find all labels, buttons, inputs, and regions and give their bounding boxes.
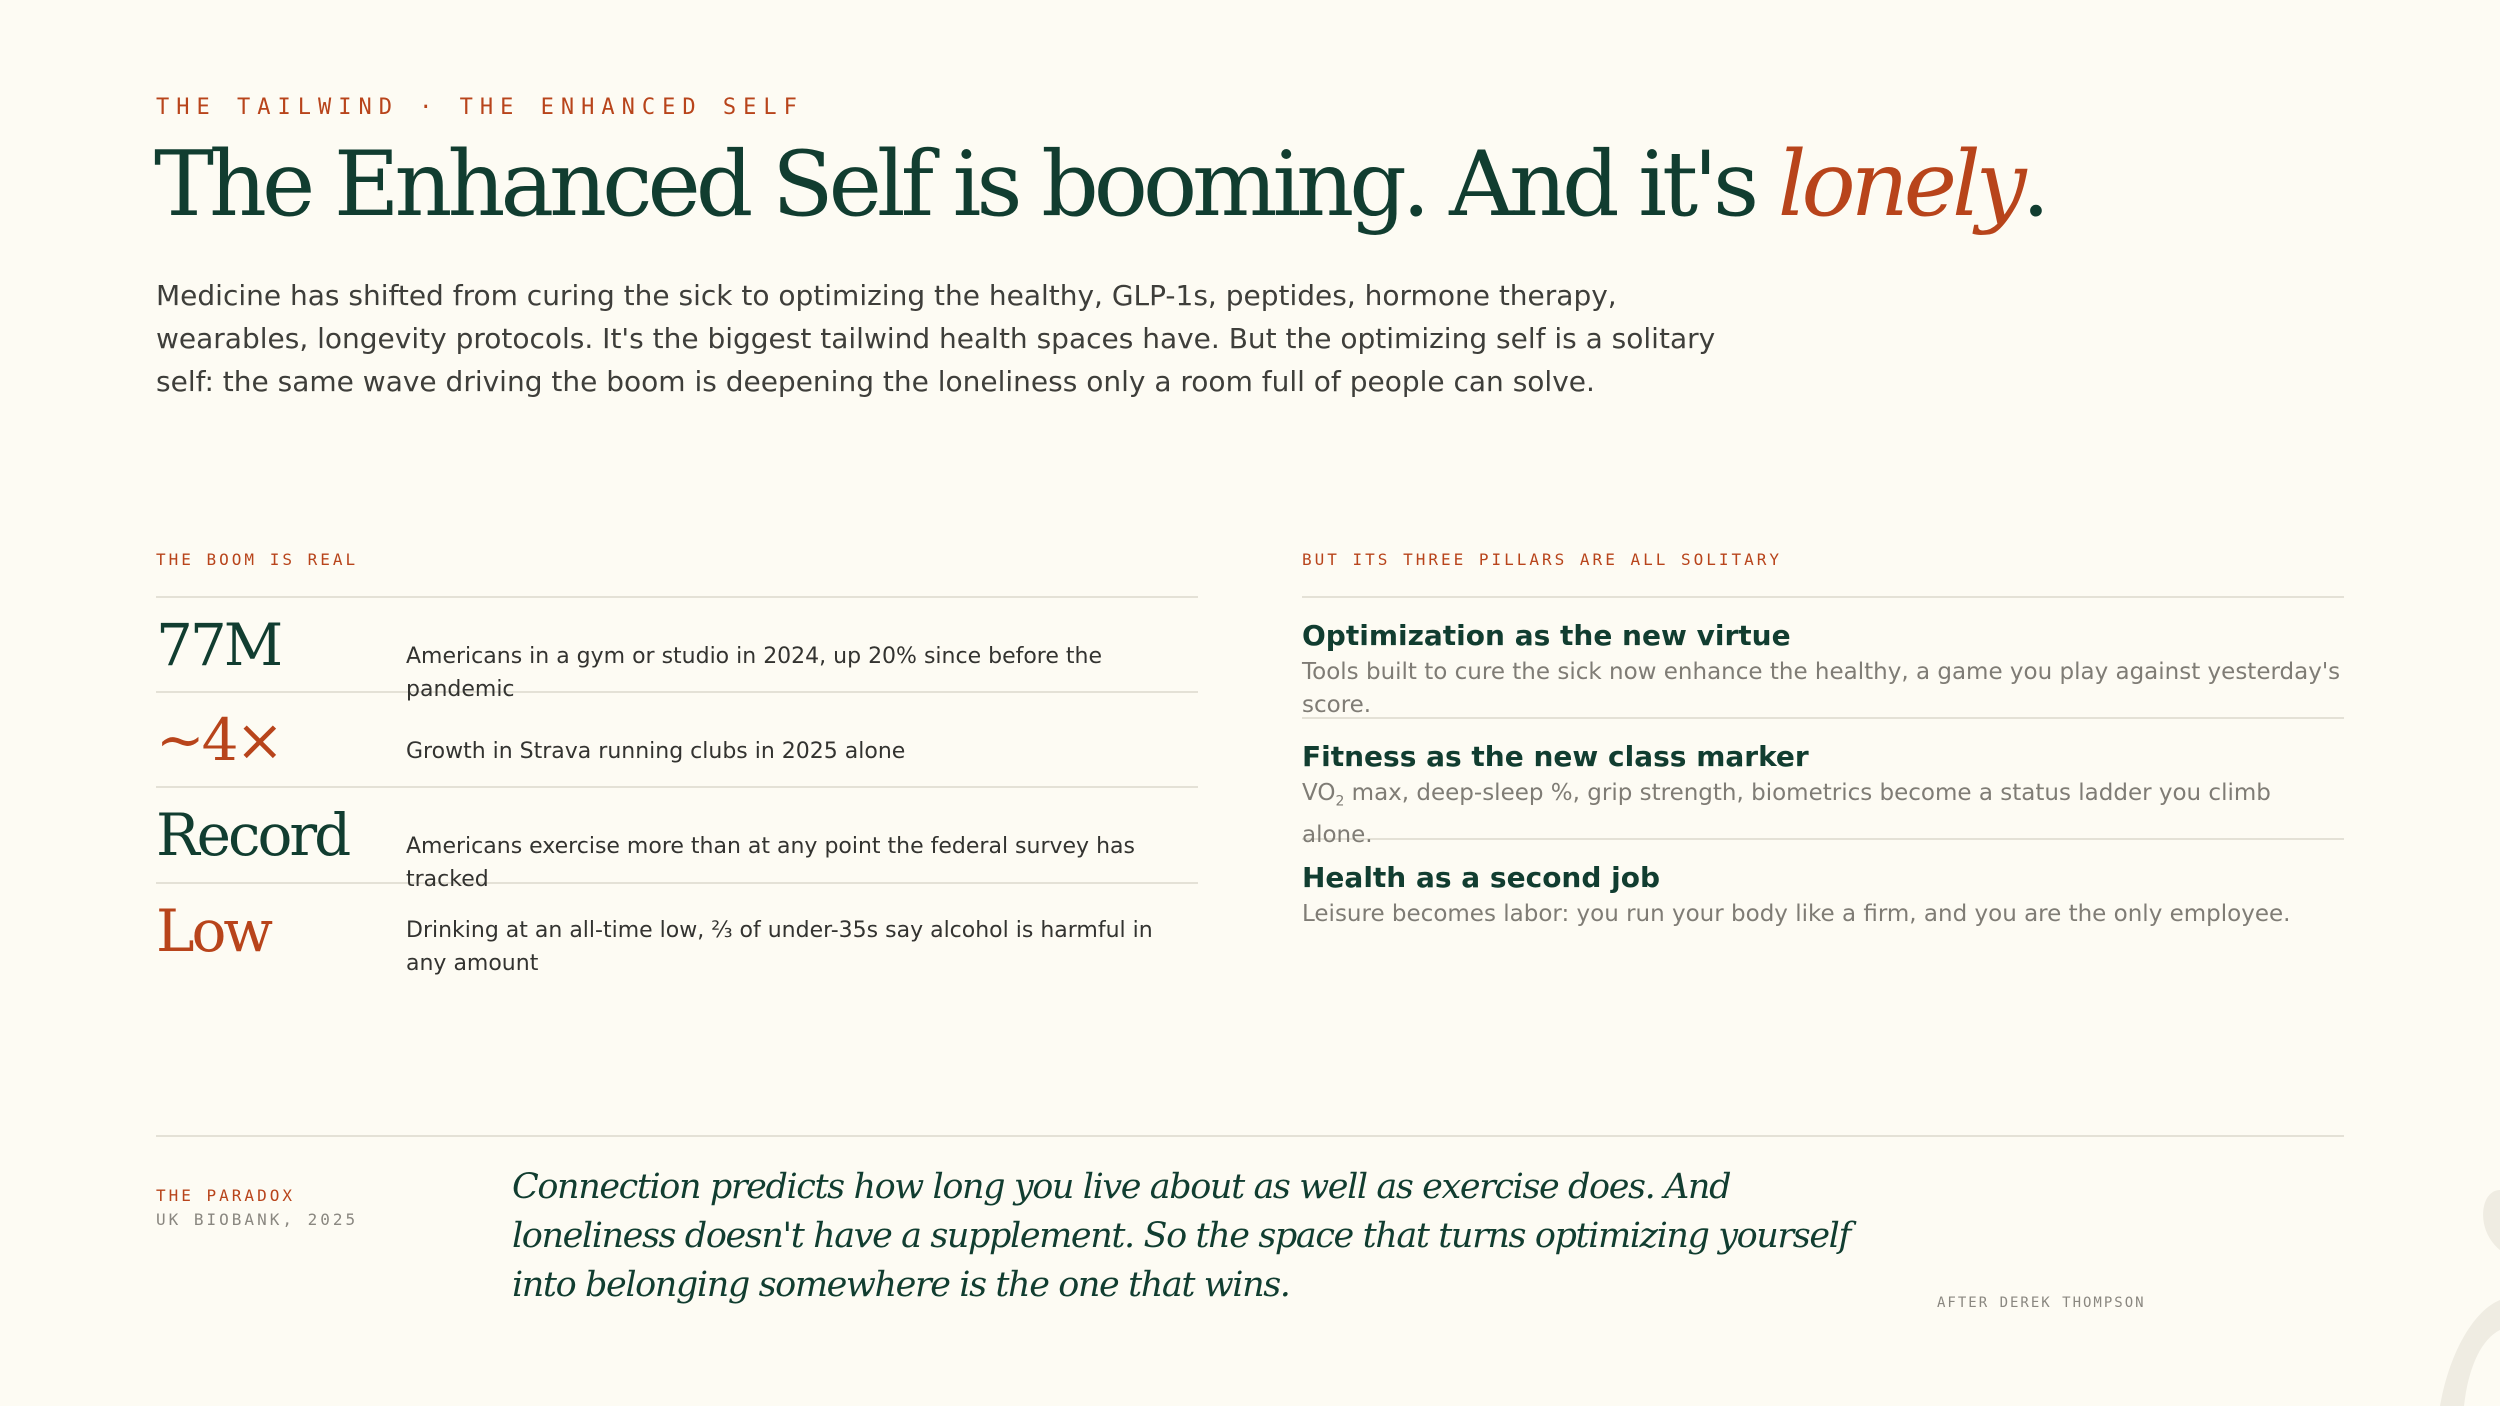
boom-section-label: THE BOOM IS REAL: [156, 550, 359, 569]
intro-paragraph: Medicine has shifted from curing the sick to optimizing the healthy, GLP-1s, peptides, hormone therapy, wearables, longevity protocols. It's the biggest tailwind health spaces have. But the optimizing self is a solitary self: the same wave driving the boom is deepening the loneliness only a room full of people can solve.: [156, 279, 1716, 398]
pillars-section-label: BUT ITS THREE PILLARS ARE ALL SOLITARY: [1302, 550, 1783, 569]
paradox-label: THE PARADOX: [156, 1186, 295, 1205]
stat-value: Record: [156, 801, 349, 869]
vo2-prefix: VO: [1302, 780, 1336, 806]
pillar-title: Fitness as the new class marker: [1302, 740, 1809, 773]
pillar-description: Tools built to cure the sick now enhance the healthy, a game you play against yesterday's score.: [1302, 659, 2341, 718]
pillar-description: Leisure becomes labor: you run your body like a firm, and you are the only employee.: [1302, 901, 2291, 927]
stat-row: [156, 596, 1198, 702]
pillar-description-rest: max, deep-sleep %, grip strength, biometrics become a status ladder you climb alone.: [1302, 780, 2271, 848]
paradox-quote: Connection predicts how long you live about as well as exercise does. And loneliness doesn't have a supplement. So the space that turns optimizing yourself into belonging somewhere is the one that wins.: [512, 1167, 1850, 1305]
pillar-item: [1302, 838, 2344, 959]
pillar-item: [1302, 596, 2344, 717]
stat-value: Low: [156, 897, 271, 965]
stat-description: Americans in a gym or studio in 2024, up 20% since before the pandemic: [406, 644, 1102, 702]
pillar-title: Optimization as the new virtue: [1302, 619, 1791, 652]
stat-value: 77M: [156, 611, 281, 679]
eyebrow: THE TAILWIND · THE ENHANCED SELF: [156, 95, 804, 120]
paradox-source: UK BIOBANK, 2025: [156, 1210, 359, 1229]
pillar-item: [1302, 717, 2344, 848]
decorative-shape-icon: [2380, 1170, 2500, 1406]
pillar-title: Health as a second job: [1302, 861, 1661, 894]
stat-row: [156, 882, 1198, 980]
pillars-list: [1302, 596, 2344, 959]
stat-description: Growth in Strava running clubs in 2025 alone: [406, 739, 906, 764]
page-headline: [154, 132, 2045, 237]
headline-end: .: [2021, 132, 2046, 237]
section-divider: [156, 1135, 2344, 1137]
stat-description: Americans exercise more than at any point the federal survey has tracked: [406, 834, 1135, 892]
boom-stats-list: [156, 596, 1198, 980]
vo2-subscript: 2: [1335, 793, 1345, 810]
stat-description: Drinking at an all-time low, ⅔ of under-35s say alcohol is harmful in any amount: [406, 918, 1153, 976]
stat-row: [156, 786, 1198, 892]
headline-main: The Enhanced Self is booming. And it's: [154, 132, 1778, 237]
headline-accent: lonely: [1777, 132, 2022, 237]
stat-value: ~4×: [156, 706, 282, 774]
quote-attribution: AFTER DEREK THOMPSON: [1937, 1295, 2146, 1311]
